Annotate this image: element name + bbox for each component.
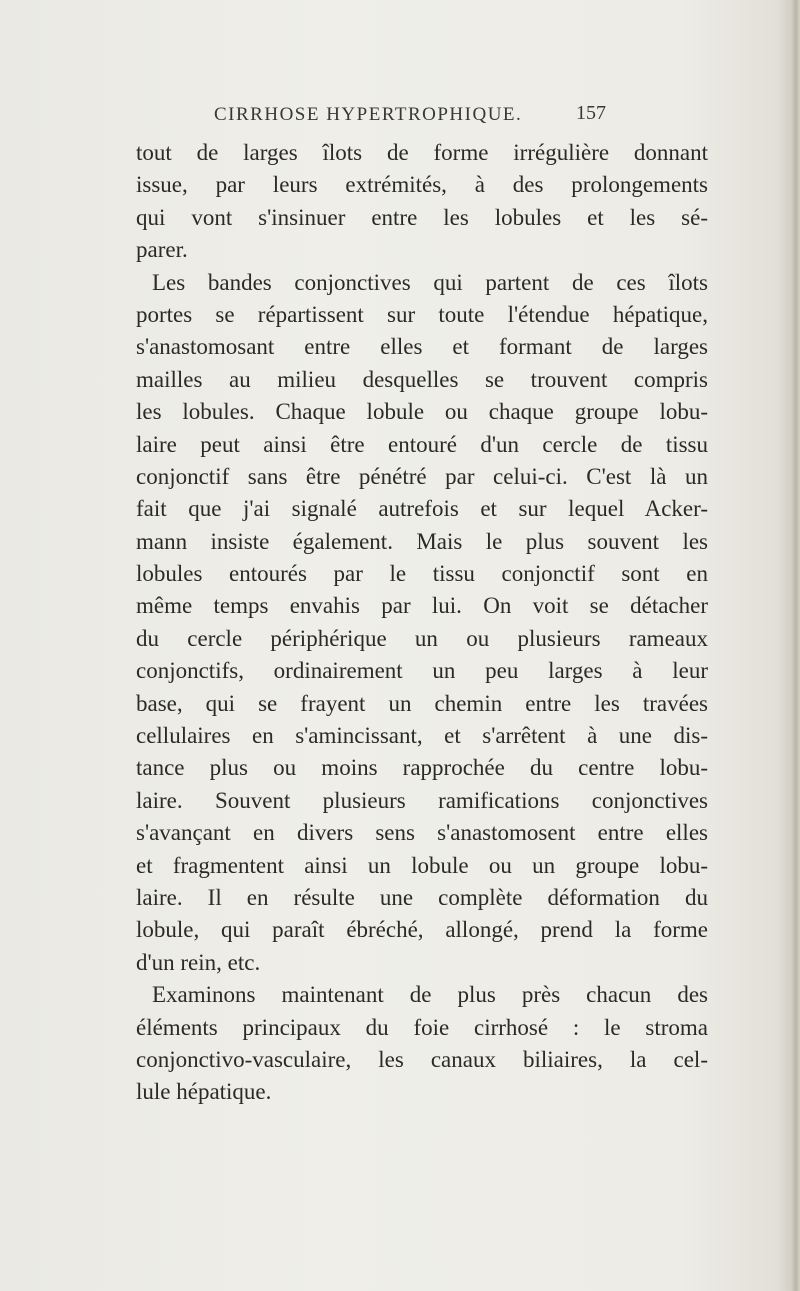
text-line: tance plus ou moins rapprochée du centre lobu- [136, 755, 708, 781]
text-line: base, qui se frayent un chemin entre les travées [136, 690, 708, 716]
text-line: même temps envahis par lui. On voit se détacher [136, 593, 708, 619]
text-line: du cercle périphérique un ou plusieurs rameaux [136, 625, 708, 651]
text-line: s'anastomosant entre elles et formant de larges [136, 334, 708, 360]
body-text [136, 137, 708, 1109]
text-line: parer. [136, 237, 188, 263]
text-line: qui vont s'insinuer entre les lobules et les sé- [136, 204, 708, 230]
text-line: lobules entourés par le tissu conjonctif sont en [136, 561, 708, 587]
text-line: lule hépatique. [136, 1079, 272, 1105]
text-line: mailles au milieu desquelles se trouvent compris [136, 366, 708, 392]
text-line: lobule, qui paraît ébréché, allongé, prend la forme [136, 917, 708, 943]
text-line: s'avançant en divers sens s'anastomosent entre elles [136, 820, 708, 846]
text-line: fait que j'ai signalé autrefois et sur lequel Acker- [136, 496, 708, 522]
text-line: conjonctivo-vasculaire, les canaux biliaires, la cel- [136, 1046, 708, 1072]
text-line: tout de larges îlots de forme irrégulière donnant [136, 140, 708, 165]
text-line: laire. Il en résulte une complète déformation du [136, 884, 708, 910]
text-line: cellulaires en s'amincissant, et s'arrêtent à une dis- [136, 723, 708, 749]
text-line: conjonctifs, ordinairement un peu larges à leur [136, 658, 708, 684]
text-line: éléments principaux du foie cirrhosé : le stroma [136, 1014, 708, 1040]
running-head: CIRRHOSE HYPERTROPHIQUE. [214, 104, 523, 125]
text-line: laire. Souvent plusieurs ramifications conjonctives [136, 787, 708, 813]
text-line: et fragmentent ainsi un lobule ou un groupe lobu- [136, 852, 708, 878]
text-line: d'un rein, etc. [136, 949, 261, 975]
text-line: laire peut ainsi être entouré d'un cercle de tissu [136, 431, 708, 457]
text-line: portes se répartissent sur toute l'étendue hépatique, [136, 301, 708, 327]
text-line: les lobules. Chaque lobule ou chaque groupe lobu- [136, 399, 708, 425]
text-line: mann insiste également. Mais le plus souvent les [136, 528, 708, 554]
text-line: conjonctif sans être pénétré par celui-ci. C'est là un [136, 463, 708, 489]
text-line: issue, par leurs extrémités, à des prolongements [136, 172, 708, 198]
page-number: 157 [576, 102, 606, 124]
text-line: Les bandes conjonctives qui partent de ces îlots [152, 269, 708, 295]
page-header [214, 104, 604, 134]
page-edge [790, 0, 800, 1291]
text-line: Examinons maintenant de plus près chacun des [152, 982, 708, 1008]
